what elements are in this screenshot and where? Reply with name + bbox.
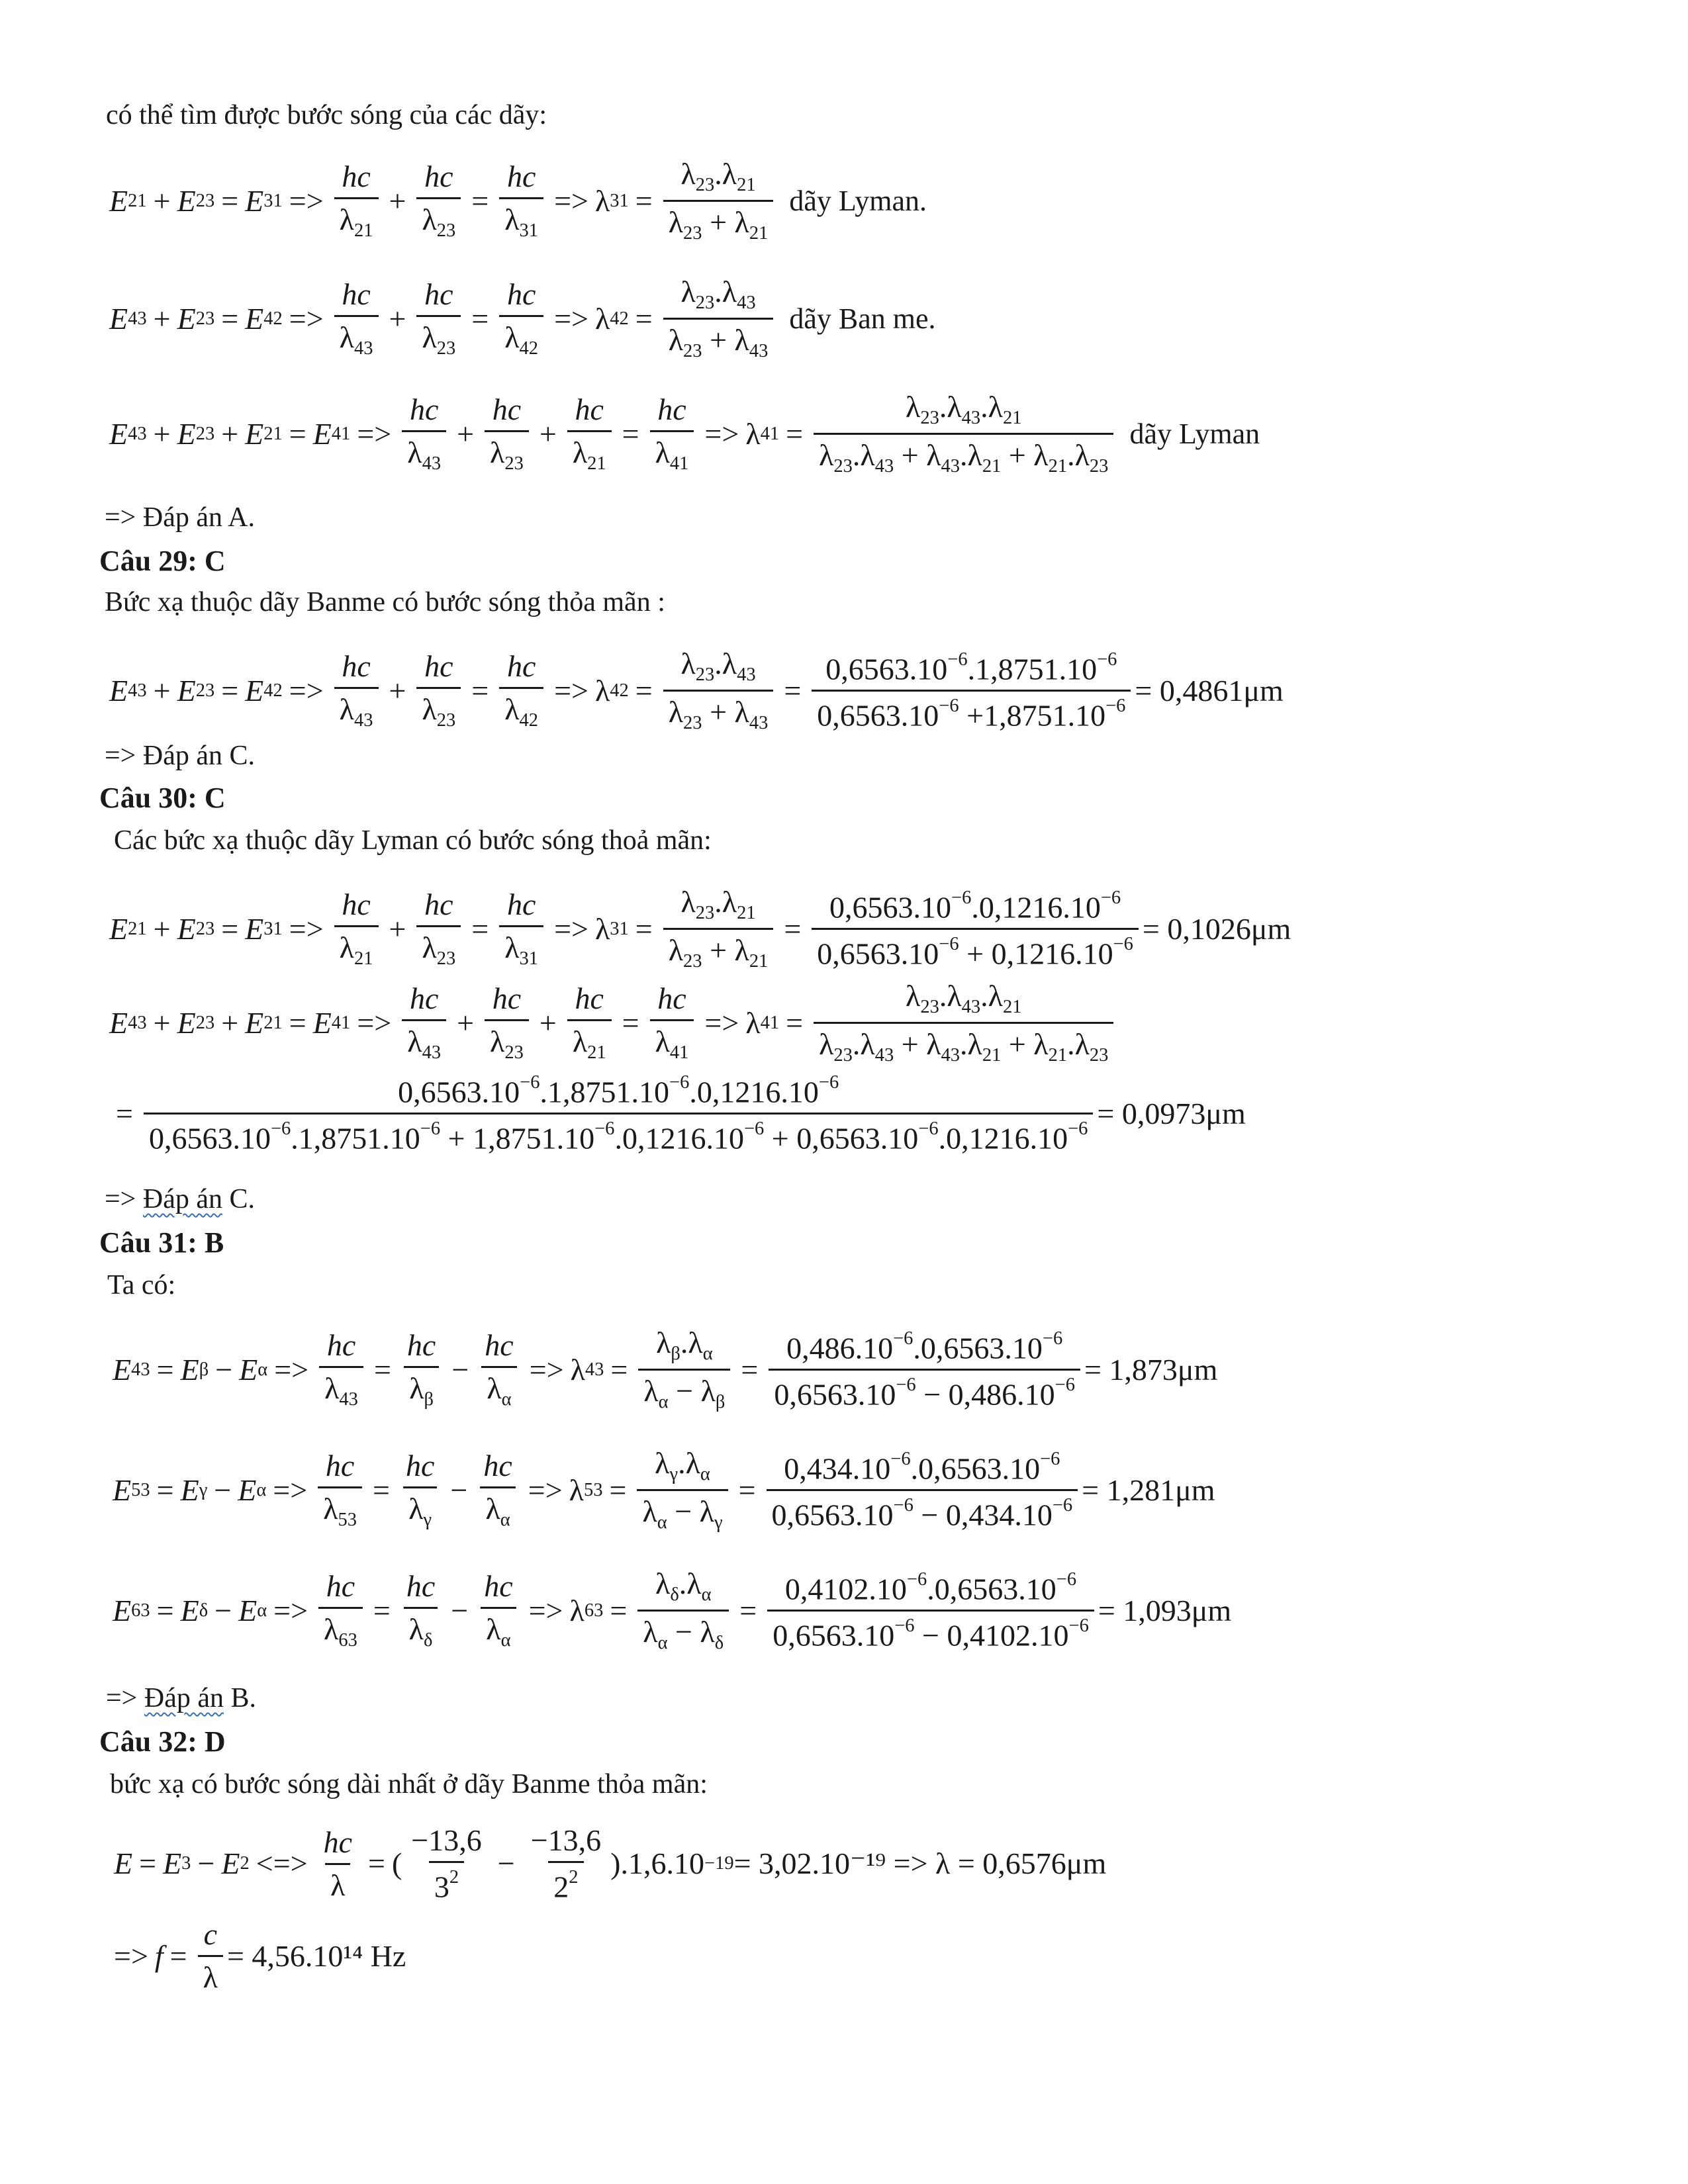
- question-29-text: Bức xạ thuộc dãy Banme có bước sóng thỏa mãn :: [105, 587, 665, 617]
- question-32-text: bức xạ có bước sóng dài nhất ở dãy Banme thỏa mãn:: [110, 1769, 708, 1799]
- question-30-text: Các bức xạ thuộc dãy Lyman có bước sóng thoả mãn:: [114, 825, 712, 856]
- equation-q30-lyman-41: E 43 + E 23 + E 21 = E 41 => $\frac{hc}{\lambda_{43}}$ + $\frac{hc}{\lambda_{23}}$ + $\frac{hc}{\lambda_{21}}$ = $\frac{hc}{\lambda_{41}}$ => λ 41 = $\frac{\lambda_{23}.\lambda_{43}.\lambda_{21}}{\lambda_{23}.\lambda_{43} + \lambda_{43}.\lambda_{21} + \lambda_{21}.\lambda_{23}}$: [109, 981, 1117, 1066]
- equation-q30-numeric: = $0,6563.10^{-6}.1,8751.10^{-6}.0,1216.10^{-6}$ $0,6563.10^{-6}.1,8751.10^{-6} + 1,8751.10^{-6}.0,1216.10^{-6} + 0,6563.10^{-6}.0,1216.10^{-6}$ = 0,0973μm: [116, 1072, 1246, 1156]
- equation-lyman-41: E 43 + E 23 + E 21 = E 41 => $\frac{hc}{\lambda_{43}}$ + $\frac{hc}{\lambda_{23}}$ + $\frac{hc}{\lambda_{21}}$ = $\frac{hc}{\lambda_{41}}$ => λ 41 = $\frac{\lambda_{23}.\lambda_{43}.\lambda_{21}}{\lambda_{23}.\lambda_{43} + \lambda_{43}.\lambda_{21} + \lambda_{21}.\lambda_{23}}$ dãy Lyman: [109, 390, 1260, 477]
- q31-result-2: = 1,281μm: [1082, 1473, 1215, 1507]
- answer-30: => Đáp án C.: [105, 1184, 256, 1214]
- equation-q31-63: E 63 = E δ − E α => $\frac{hc}{\lambda_{63}}$ = $\frac{hc}{\lambda_\delta}$ − $\frac{hc}{\lambda_\alpha}$ => λ 63 = $\frac{\lambda_\delta.\lambda_\alpha}{\lambda_\alpha - \lambda_\delta}$ = $\frac{0,4102.10^{-6}.0,6563.10^{-6}}{0,6563.10^{-6} - 0,4102.10^{-6}}$ = 1,093μm: [113, 1567, 1232, 1654]
- question-32-title: Câu 32: D: [99, 1725, 226, 1758]
- q32-result-2: = 4,56.10¹⁴ Hz: [226, 1938, 406, 1973]
- series-label: dãy Ban me.: [789, 302, 936, 335]
- question-31-title: Câu 31: B: [99, 1226, 224, 1259]
- answer-31: => Đáp án B.: [106, 1683, 257, 1713]
- question-31-text: Ta có:: [107, 1270, 176, 1300]
- question-29-title: Câu 29: C: [99, 545, 226, 577]
- q31-result-3: = 1,093μm: [1098, 1593, 1232, 1627]
- q30-result-2: = 0,0973μm: [1097, 1096, 1246, 1130]
- equation-q32-energy: E = E 3 − E 2 <=> $\frac{hc}{\lambda}$ = ( $\frac{-13,6}{3^2}$ − $\frac{-13,6}{2^2}$ ).1,6.10 −19 = 3,02.10⁻¹⁹ => λ = 0,6576μm: [114, 1823, 1107, 1904]
- answer-29: => Đáp án C.: [105, 741, 256, 771]
- equation-balmer-42: E 43 + E 23 = E 42 => $\frac{hc}{\lambda_{43}}$ + $\frac{hc}{\lambda_{23}}$ = $\frac{hc}{\lambda_{42}}$ => λ 42 = $\frac{\lambda_{23}.\lambda_{43}}{\lambda_{23} + \lambda_{43}}$ dãy Ban me.: [109, 275, 936, 362]
- answer-prefix: =>: [106, 1683, 144, 1713]
- equation-q30-lyman-31: E 21 + E 23 = E 31 => $\frac{hc}{\lambda_{21}}$ + $\frac{hc}{\lambda_{23}}$ = $\frac{hc}{\lambda_{31}}$ => λ 31 = $\frac{\lambda_{23}.\lambda_{21}}{\lambda_{23} + \lambda_{21}}$ = $\frac{0,6563.10^{-6}.0,1216.10^{-6}}{0,6563.10^{-6} + 0,1216.10^{-6}}$ = 0,1026μm: [109, 885, 1291, 972]
- equation-lyman-31: E 21 + E 23 = E 31 => $\frac{hc}{\lambda_{21}}$ + $\frac{hc}{\lambda_{23}}$ = $\frac{hc}{\lambda_{31}}$ => λ 31 = $\frac{\lambda_{23}.\lambda_{21}}{\lambda_{23} + \lambda_{21}}$ dãy Lyman.: [109, 157, 927, 244]
- answer-word: Đáp án: [142, 1184, 222, 1214]
- q31-result-1: = 1,873μm: [1084, 1352, 1218, 1387]
- question-30-title: Câu 30: C: [99, 782, 226, 814]
- q32-result-1: = 3,02.10⁻¹⁹ => λ = 0,6576μm: [733, 1846, 1107, 1881]
- equation-q31-53: E 53 = E γ − E α => $\frac{hc}{\lambda_{53}}$ = $\frac{hc}{\lambda_\gamma}$ − $\frac{hc}{\lambda_\alpha}$ => λ 53 = $\frac{\lambda_\gamma.\lambda_\alpha}{\lambda_\alpha - \lambda_\gamma}$ = $\frac{0,434.10^{-6}.0,6563.10^{-6}}{0,6563.10^{-6} - 0,434.10^{-6}}$ = 1,281μm: [113, 1446, 1215, 1533]
- q29-result: = 0,4861μm: [1135, 673, 1284, 707]
- equation-q31-43: E 43 = E β − E α => $\frac{hc}{\lambda_{43}}$ = $\frac{hc}{\lambda_\beta}$ − $\frac{hc}{\lambda_\alpha}$ => λ 43 = $\frac{\lambda_\beta.\lambda_\alpha}{\lambda_\alpha - \lambda_\beta}$ = $\frac{0,486.10^{-6}.0,6563.10^{-6}}{0,6563.10^{-6} - 0,486.10^{-6}}$ = 1,873μm: [113, 1326, 1218, 1413]
- series-label: dãy Lyman: [1129, 417, 1260, 450]
- answer-word: Đáp án: [144, 1683, 224, 1713]
- equation-q29: E 43 + E 23 = E 42 => $\frac{hc}{\lambda_{43}}$ + $\frac{hc}{\lambda_{23}}$ = $\frac{hc}{\lambda_{42}}$ => λ 42 = $\frac{\lambda_{23}.\lambda_{43}}{\lambda_{23} + \lambda_{43}}$ = $\frac{0,6563.10^{-6}.1,8751.10^{-6}}{0,6563.10^{-6} +1,8751.10^{-6}}$ = 0,4861μm: [109, 647, 1284, 734]
- series-label: dãy Lyman.: [789, 184, 927, 217]
- equation-q32-frequency: => f = $\frac{c}{\lambda}$ = 4,56.10¹⁴ Hz: [114, 1917, 406, 1994]
- answer-28: => Đáp án A.: [105, 502, 256, 533]
- intro-text: có thể tìm được bước sóng của các dãy:: [106, 100, 547, 130]
- answer-prefix: =>: [105, 1184, 143, 1214]
- q30-result-1: = 0,1026μm: [1142, 911, 1291, 946]
